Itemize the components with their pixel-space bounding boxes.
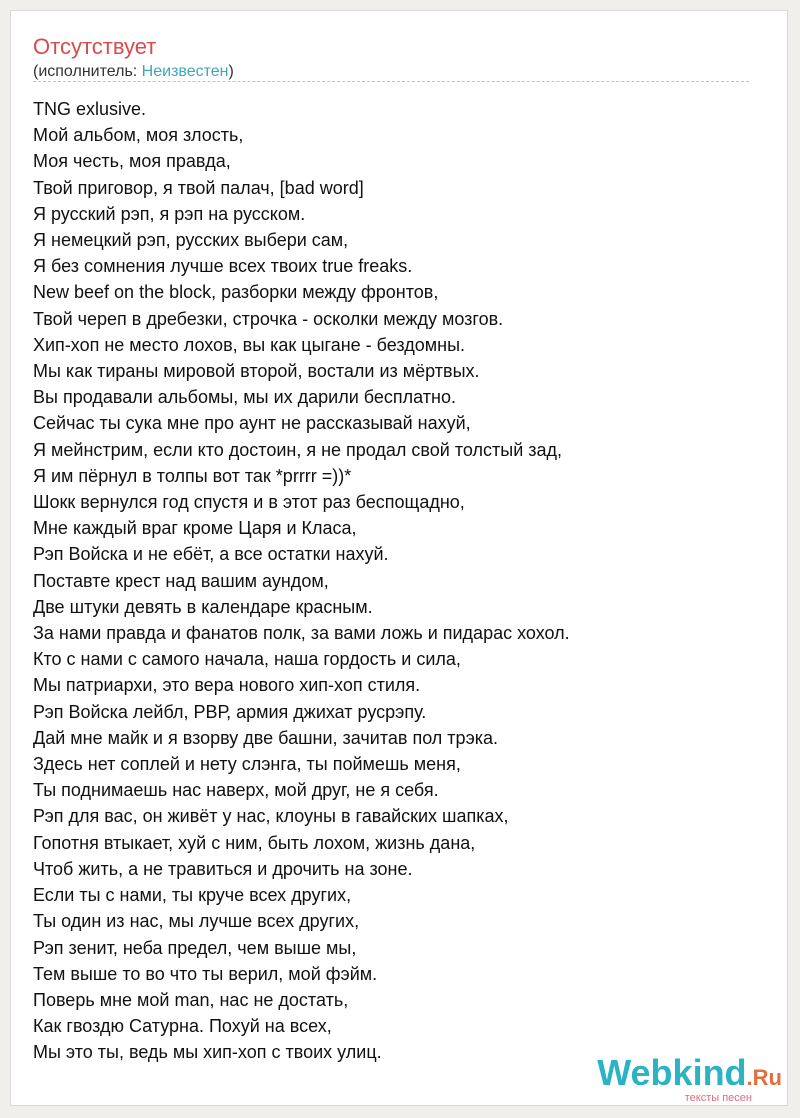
lyric-line: Мы это ты, ведь мы хип-хоп с твоих улиц. bbox=[33, 1042, 382, 1063]
lyric-line: Дай мне майк и я взорву две башни, зачитав пол трэка. bbox=[33, 727, 499, 748]
lyric-line: Если ты с нами, ты круче всех других, bbox=[33, 885, 352, 906]
title-divider bbox=[33, 81, 749, 82]
lyric-line: Рэп для вас, он живёт у нас, клоуны в гавайских шапках, bbox=[33, 806, 509, 827]
lyric-line: Мне каждый враг кроме Царя и Класа, bbox=[33, 518, 357, 539]
lyric-line: За нами правда и фанатов полк, за вами ложь и пидарас хохол. bbox=[33, 623, 570, 644]
artist-suffix: ) bbox=[228, 63, 234, 80]
lyric-line: Я немецкий рэп, русских выбери сам, bbox=[33, 230, 349, 251]
lyric-line: Кто с нами с самого начала, наша гордость и сила, bbox=[33, 649, 461, 670]
artist-line bbox=[33, 62, 234, 82]
watermark-brand: Webkind bbox=[597, 1052, 747, 1093]
lyric-line: Рэп зенит, неба предел, чем выше мы, bbox=[33, 937, 357, 958]
lyric-line: Твой приговор, я твой палач, [bad word] bbox=[33, 177, 364, 198]
artist-prefix: (исполнитель: bbox=[33, 63, 142, 80]
lyric-line: Сейчас ты сука мне про аунт не рассказывай нахуй, bbox=[33, 413, 471, 434]
lyrics-block bbox=[33, 96, 753, 1066]
lyric-line: Моя честь, моя правда, bbox=[33, 151, 231, 172]
lyric-line: Мы патриархи, это вера нового хип-хоп стиля. bbox=[33, 675, 421, 696]
lyric-line: Шокк вернулся год спустя и в этот раз беспощадно, bbox=[33, 492, 465, 513]
lyric-line: Я мейнстрим, если кто достоин, я не продал свой толстый зад, bbox=[33, 439, 563, 460]
watermark-tagline: тексты песен bbox=[684, 1092, 752, 1104]
lyric-line: Я без сомнения лучше всех твоих true freaks. bbox=[33, 256, 413, 277]
lyric-line: Две штуки девять в календаре красным. bbox=[33, 596, 373, 617]
lyric-line: Поставте крест над вашим аундом, bbox=[33, 570, 329, 591]
lyric-line: Поверь мне мой man, нас не достать, bbox=[33, 989, 349, 1010]
lyric-line: Чтоб жить, а не травиться и дрочить на зоне. bbox=[33, 858, 413, 879]
lyric-line: Вы продавали альбомы, мы их дарили бесплатно. bbox=[33, 387, 456, 408]
lyric-line: Твой череп в дребезки, строчка - осколки между мозгов. bbox=[33, 308, 504, 329]
watermark-tld: .Ru bbox=[746, 1065, 782, 1090]
lyric-line: Здесь нет соплей и нету слэнга, ты поймешь меня, bbox=[33, 754, 461, 775]
lyric-line: Мы как тираны мировой второй, востали из мёртвых. bbox=[33, 361, 480, 382]
lyric-line: Рэп Войска лейбл, РВР, армия джихат русрэпу. bbox=[33, 701, 427, 722]
lyric-line: Ты один из нас, мы лучше всех других, bbox=[33, 911, 360, 932]
lyric-line: Мой альбом, моя злость, bbox=[33, 125, 244, 146]
lyric-line: Я им пёрнул в толпы вот так *prrrr =))* bbox=[33, 465, 352, 486]
lyric-line: New beef on the block, разборки между фронтов, bbox=[33, 282, 439, 303]
lyric-line: TNG exlusive. bbox=[33, 99, 147, 119]
song-title: Отсутствует bbox=[33, 34, 157, 59]
lyric-line: Ты поднимаешь нас наверх, мой друг, не я себя. bbox=[33, 780, 439, 801]
lyric-line: Гопотня втыкает, хуй с ним, быть лохом, жизнь дана, bbox=[33, 832, 476, 853]
lyric-line: Я русский рэп, я рэп на русском. bbox=[33, 203, 306, 224]
artist-link[interactable]: Неизвестен bbox=[141, 63, 229, 80]
lyric-line: Рэп Войска и не ебёт, а все остатки нахуй. bbox=[33, 544, 389, 565]
lyric-line: Как гвоздю Сатурна. Похуй на всех, bbox=[33, 1016, 332, 1037]
watermark-logo bbox=[597, 1052, 782, 1104]
lyric-line: Хип-хоп не место лохов, вы как цыгане - бездомны. bbox=[33, 334, 466, 355]
lyric-line: Тем выше то во что ты верил, мой фэйм. bbox=[33, 963, 378, 984]
